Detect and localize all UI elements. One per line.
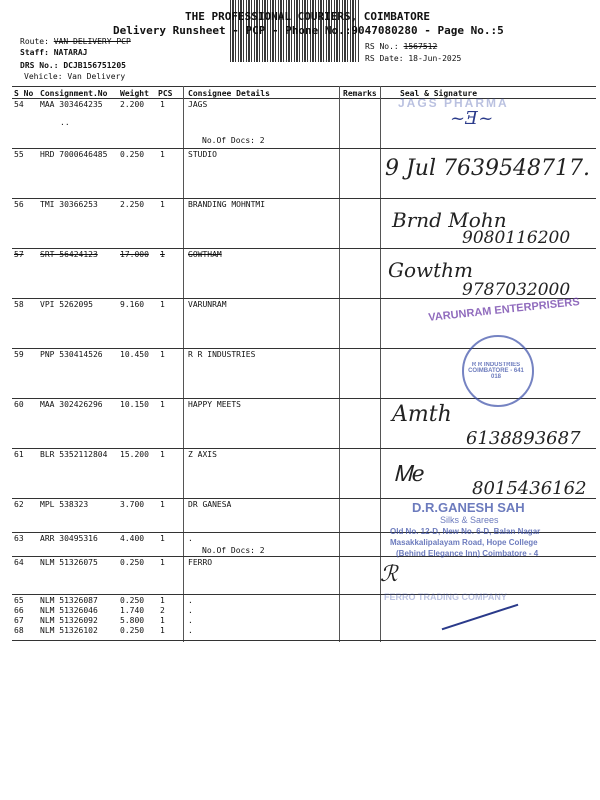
signature-65-68 <box>442 604 519 631</box>
row-weight: 0.250 <box>120 596 145 605</box>
row-weight: 3.700 <box>120 500 145 509</box>
signature-55: 9 Jul 7639548717. <box>385 156 590 181</box>
row-docs-count: No.Of Docs: 2 <box>202 136 265 145</box>
col-seal: Seal & Signature <box>400 89 478 98</box>
varunram-stamp: VARUNRAM ENTERPRISERS <box>427 296 581 324</box>
row-divider <box>12 248 596 249</box>
row-pcs: 1 <box>160 100 165 109</box>
row-consignment: HRD 7000646485 <box>40 150 108 159</box>
row-pcs: 1 <box>160 534 165 543</box>
row-pcs: 1 <box>160 626 165 635</box>
row-mark: .. <box>60 118 70 127</box>
row-weight: 2.200 <box>120 100 145 109</box>
row-pcs: 1 <box>160 200 165 209</box>
route-value: VAN DELIVERY PCP <box>53 37 131 46</box>
row-consignee: . <box>188 626 193 635</box>
row-sno: 61 <box>14 450 24 459</box>
row-consignment: TMI 30366253 <box>40 200 98 209</box>
rs-date-label: RS Date: <box>365 54 404 63</box>
row-consignee: . <box>188 616 193 625</box>
row-divider <box>12 148 596 149</box>
row-weight: 0.250 <box>120 558 145 567</box>
col-consignee: Consignee Details <box>188 89 270 98</box>
row-divider <box>12 640 596 641</box>
row-sno: 60 <box>14 400 24 409</box>
row-pcs: 1 <box>160 558 165 567</box>
row-consignment: PNP 530414526 <box>40 350 103 359</box>
route-row <box>20 37 131 46</box>
row-consignment: NLM 51326092 <box>40 616 98 625</box>
ganesh-stamp-addr1: Old No. 12-D, New No. 6-D, Balan Nagar <box>390 527 541 536</box>
row-consignment: SRT 56424123 <box>40 250 98 259</box>
row-weight: 9.160 <box>120 300 145 309</box>
row-sno: 58 <box>14 300 24 309</box>
row-weight: 1.740 <box>120 606 145 615</box>
row-pcs: 1 <box>160 350 165 359</box>
row-pcs: 1 <box>160 300 165 309</box>
row-sno: 54 <box>14 100 24 109</box>
row-docs-count: No.Of Docs: 2 <box>202 546 265 555</box>
row-consignee: HAPPY MEETS <box>188 400 241 409</box>
rs-no-row <box>365 42 437 51</box>
vehicle-value: Van Delivery <box>67 72 126 81</box>
row-sno: 56 <box>14 200 24 209</box>
col-divider <box>380 86 381 642</box>
col-divider <box>183 86 184 642</box>
row-sno: 66 <box>14 606 24 615</box>
row-sno: 65 <box>14 596 24 605</box>
ganesh-stamp-addr2: Masakkalipalayam Road, Hope College <box>390 538 538 547</box>
signature-57: Gowthm <box>388 258 474 282</box>
signature-54: ~Ǝ~ <box>450 108 494 129</box>
row-consignment: BLR 5352112804 <box>40 450 108 459</box>
rs-date-row <box>365 54 461 63</box>
row-consignment: NLM 51326102 <box>40 626 98 635</box>
row-consignment: MPL 538323 <box>40 500 89 509</box>
row-weight: 10.150 <box>120 400 149 409</box>
row-consignment: NLM 51326075 <box>40 558 98 567</box>
row-sno: 64 <box>14 558 24 567</box>
row-consignee: BRANDING MOHNTMI <box>188 200 266 209</box>
row-consignee: FERRO <box>188 558 213 567</box>
col-weight: Weight <box>120 89 149 98</box>
row-sno: 68 <box>14 626 24 635</box>
row-consignee: DR GANESA <box>188 500 232 509</box>
row-weight: 2.250 <box>120 200 145 209</box>
runsheet-title: Delivery Runsheet - PCP - Phone No.:9047080280 - Page No.:5 <box>113 24 504 37</box>
row-weight: 5.800 <box>120 616 145 625</box>
col-divider <box>339 86 340 642</box>
row-consignee: VARUNRAM <box>188 300 227 309</box>
company-title: THE PROFESSIONAL COURIERS, COIMBATORE <box>185 10 431 23</box>
row-pcs: 2 <box>160 606 165 615</box>
row-sno: 59 <box>14 350 24 359</box>
signature-64: ℛ <box>380 562 398 587</box>
row-consignee: GOWTHAM <box>188 250 222 259</box>
staff-row <box>20 48 87 57</box>
phone-61: 8015436162 <box>472 478 587 499</box>
row-divider <box>12 594 596 595</box>
row-pcs: 1 <box>160 500 165 509</box>
row-consignment: VPI 5262095 <box>40 300 93 309</box>
drs-label: DRS No.: <box>20 61 59 70</box>
rr-industries-seal: R R INDUSTRIES COIMBATORE - 641 018 <box>468 362 524 380</box>
col-sno: S No <box>14 89 34 98</box>
row-sno: 62 <box>14 500 24 509</box>
row-consignee: . <box>188 606 193 615</box>
row-weight: 17.000 <box>120 250 149 259</box>
row-consignee: Z AXIS <box>188 450 217 459</box>
row-consignment: MAA 302426296 <box>40 400 103 409</box>
row-consignment: NLM 51326046 <box>40 606 98 615</box>
col-consignment: Consignment.No <box>40 89 108 98</box>
ferro-stamp: FERRO TRADING COMPANY <box>384 592 507 602</box>
row-consignee: JAGS <box>188 100 208 109</box>
ganesh-stamp-addr3: (Behind Elegance Inn) Coimbatore - 4 <box>396 549 539 558</box>
row-pcs: 1 <box>160 616 165 625</box>
signature-56: Brnd Mohn <box>392 208 507 232</box>
table-top-rule <box>12 86 596 87</box>
row-consignee: . <box>188 534 193 543</box>
route-label: Route: <box>20 37 49 46</box>
row-consignment: ARR 30495316 <box>40 534 98 543</box>
rs-no-label: RS No.: <box>365 42 399 51</box>
row-pcs: 1 <box>160 250 165 259</box>
rs-date-value: 18-Jun-2025 <box>408 54 462 63</box>
ganesh-stamp-name: D.R.GANESH SAH <box>412 500 525 515</box>
staff-label: Staff: <box>20 48 49 57</box>
row-weight: 10.450 <box>120 350 149 359</box>
row-consignee: R R INDUSTRIES <box>188 350 256 359</box>
row-sno: 57 <box>14 250 24 259</box>
row-consignment: MAA 303464235 <box>40 100 103 109</box>
row-weight: 0.250 <box>120 626 145 635</box>
row-consignee: STUDIO <box>188 150 217 159</box>
row-weight: 15.200 <box>120 450 149 459</box>
jags-stamp: JAGS PHARMA <box>398 96 509 110</box>
col-pcs: PCS <box>158 89 173 98</box>
row-sno: 55 <box>14 150 24 159</box>
row-pcs: 1 <box>160 596 165 605</box>
ganesh-stamp-sub: Silks & Sarees <box>440 515 499 525</box>
signature-60: Amth <box>392 402 452 427</box>
row-sno: 67 <box>14 616 24 625</box>
row-weight: 0.250 <box>120 150 145 159</box>
row-divider <box>12 198 596 199</box>
row-pcs: 1 <box>160 450 165 459</box>
phone-56: 9080116200 <box>462 228 571 248</box>
row-consignment: NLM 51326087 <box>40 596 98 605</box>
signature-61: Ꮇe <box>394 462 425 487</box>
row-pcs: 1 <box>160 150 165 159</box>
rs-no-value: 1567512 <box>403 42 438 51</box>
row-consignee: . <box>188 596 193 605</box>
row-weight: 4.400 <box>120 534 145 543</box>
phone-57: 9787032000 <box>462 280 571 300</box>
staff-value: NATARAJ <box>53 48 88 57</box>
phone-60: 6138893687 <box>466 428 581 449</box>
vehicle-row <box>24 72 125 81</box>
drs-row <box>20 61 126 70</box>
col-remarks: Remarks <box>343 89 377 98</box>
row-sno: 63 <box>14 534 24 543</box>
row-pcs: 1 <box>160 400 165 409</box>
vehicle-label: Vehicle: <box>24 72 63 81</box>
drs-value: DCJB156751205 <box>63 61 126 70</box>
